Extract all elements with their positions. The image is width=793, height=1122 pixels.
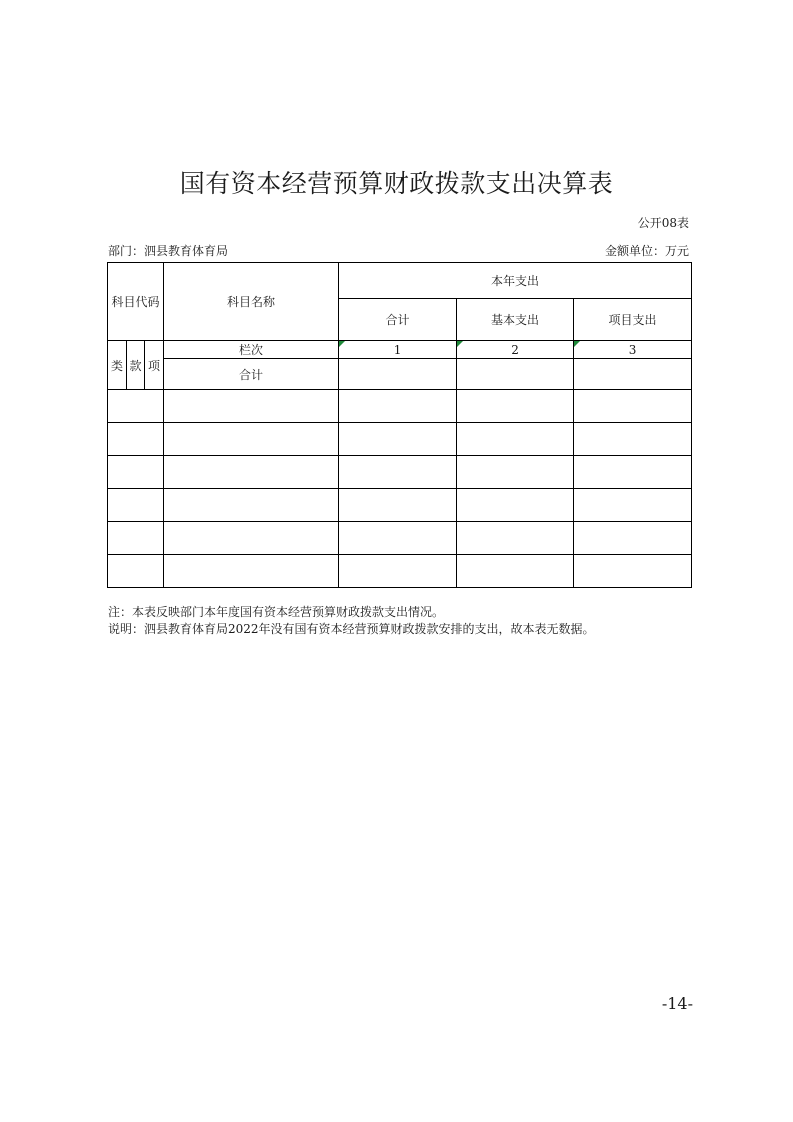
- sub-header-xiang: 项: [145, 341, 164, 390]
- table-cell: [339, 522, 457, 555]
- form-code: 公开08表: [637, 216, 689, 230]
- page-number: -14-: [661, 994, 693, 1013]
- col-total-header: 合计: [339, 299, 457, 341]
- table-cell: [574, 456, 692, 489]
- green-marker-icon: [339, 341, 345, 347]
- note-text: 注：本表反映部门本年度国有资本经营预算财政拨款支出情况。: [108, 605, 445, 619]
- table-cell: [164, 555, 339, 588]
- expenditure-table: [107, 262, 692, 588]
- table-cell: [339, 390, 457, 423]
- code-header: 科目代码: [108, 263, 164, 341]
- col-basic-header: 基本支出: [457, 299, 574, 341]
- table-cell: [457, 522, 574, 555]
- table-cell: [574, 555, 692, 588]
- total-cell: [339, 359, 457, 390]
- table-cell: [339, 489, 457, 522]
- green-marker-icon: [574, 341, 580, 347]
- table-cell: [108, 456, 164, 489]
- total-cell: [574, 359, 692, 390]
- col-number-3: 3: [574, 341, 692, 359]
- sub-header-lei: 类: [108, 341, 127, 390]
- green-marker-icon: [457, 341, 463, 347]
- group-header: 本年支出: [339, 263, 692, 299]
- table-cell: [574, 489, 692, 522]
- col-project-header: 项目支出: [574, 299, 692, 341]
- col-number-1: 1: [339, 341, 457, 359]
- table-cell: [457, 489, 574, 522]
- table-row: [108, 456, 692, 489]
- table-row: [108, 555, 692, 588]
- sub-header-kuan: 款: [127, 341, 145, 390]
- explanation-text: 说明：泗县教育体育局2022年没有国有资本经营预算财政拨款安排的支出，故本表无数据。: [108, 622, 595, 636]
- department-label: 部门：泗县教育体育局: [108, 244, 229, 258]
- table-cell: [339, 423, 457, 456]
- table-cell: [108, 555, 164, 588]
- table-cell: [164, 522, 339, 555]
- notes: [108, 604, 595, 638]
- table-cell: [108, 522, 164, 555]
- table-cell: [457, 423, 574, 456]
- table-cell: [108, 489, 164, 522]
- table-cell: [457, 390, 574, 423]
- total-cell: [457, 359, 574, 390]
- table-cell: [574, 423, 692, 456]
- table-row: [108, 390, 692, 423]
- table-cell: [574, 522, 692, 555]
- table-row: [108, 423, 692, 456]
- table-row: [108, 489, 692, 522]
- table-cell: [164, 423, 339, 456]
- table-row: [108, 522, 692, 555]
- table-cell: [339, 555, 457, 588]
- row-label-cell: 栏次: [164, 341, 339, 359]
- table-cell: [339, 456, 457, 489]
- table-cell: [108, 390, 164, 423]
- table-cell: [108, 423, 164, 456]
- table-cell: [574, 390, 692, 423]
- page-title: 国有资本经营预算财政拨款支出决算表: [179, 169, 614, 198]
- table-cell: [164, 489, 339, 522]
- table-cell: [164, 456, 339, 489]
- total-row-label: 合计: [164, 359, 339, 390]
- unit-label: 金额单位：万元: [604, 244, 689, 258]
- name-header: 科目名称: [164, 263, 339, 341]
- col-number-2: 2: [457, 341, 574, 359]
- table-cell: [457, 456, 574, 489]
- table-cell: [457, 555, 574, 588]
- table-cell: [164, 390, 339, 423]
